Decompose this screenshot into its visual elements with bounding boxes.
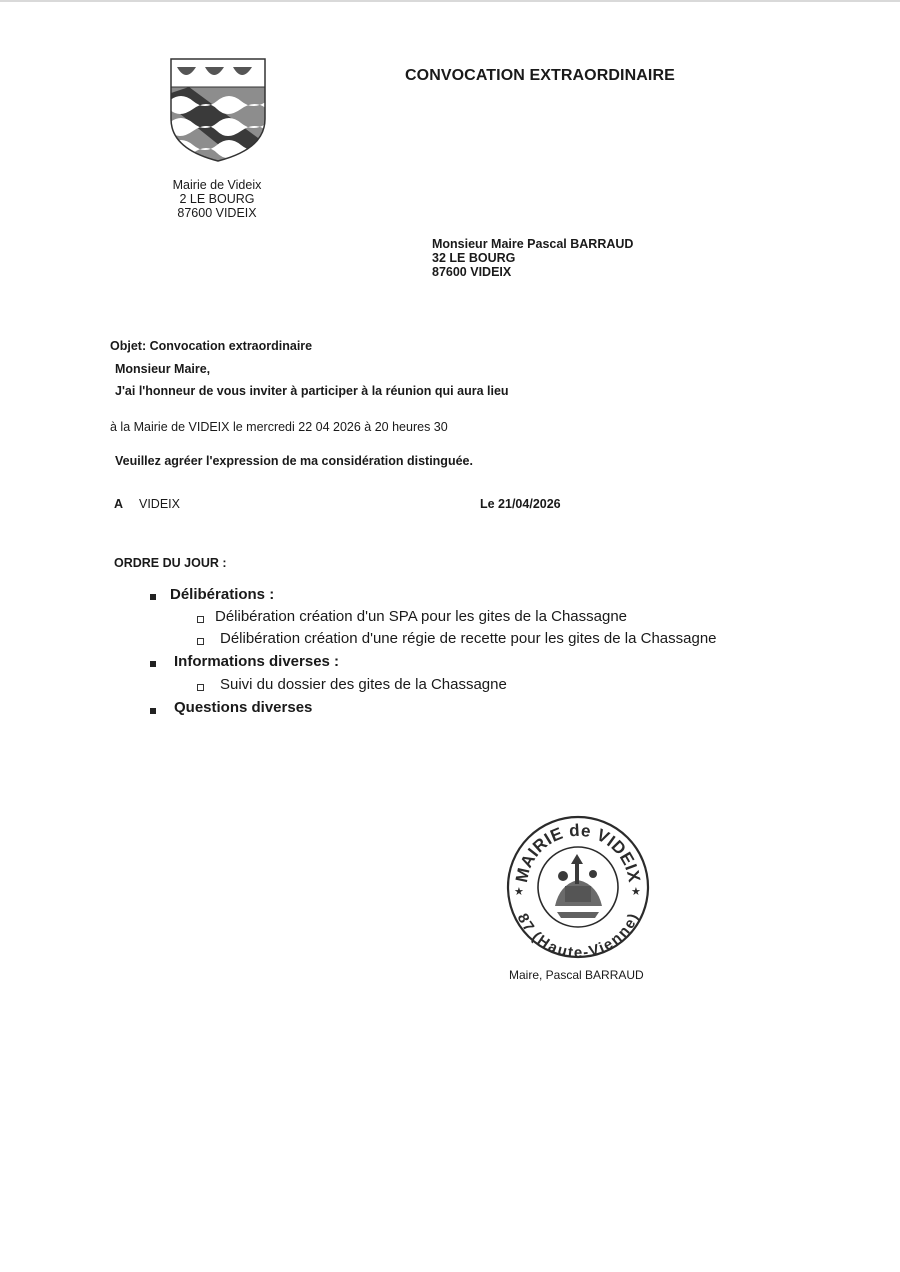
svg-text:87 (Haute-Vienne) <box>514 911 643 960</box>
page-top-edge <box>0 0 900 2</box>
svg-text:★: ★ <box>631 885 641 898</box>
letter-date: Le 21/04/2026 <box>480 497 561 511</box>
square-bullet-icon <box>150 708 156 714</box>
recipient-address <box>432 237 633 279</box>
stamp-top-text: MAIRIE de VIDEIX <box>511 820 644 885</box>
letter-location-time: à la Mairie de VIDEIX le mercredi 22 04 2026 à 20 heures 30 <box>110 420 448 434</box>
sender-city: 87600 VIDEIX <box>177 206 257 220</box>
square-bullet-icon <box>150 661 156 667</box>
document-title: CONVOCATION EXTRAORDINAIRE <box>405 67 675 84</box>
hollow-square-bullet-icon <box>197 638 204 645</box>
signature-line: Maire, Pascal BARRAUD <box>509 968 644 982</box>
agenda-subitem: Délibération création d'une régie de recette pour les gites de la Chassagne <box>220 630 717 647</box>
stamp-bottom-text: 87 (Haute-Vienne) <box>513 910 643 960</box>
agenda-subitem: Suivi du dossier des gites de la Chassagne <box>220 676 507 693</box>
letter-invitation: J'ai l'honneur de vous inviter à participer à la réunion qui aura lieu <box>115 384 509 398</box>
recipient-name: Monsieur Maire Pascal BARRAUD <box>432 237 634 251</box>
letter-salutation: Monsieur Maire, <box>115 362 211 376</box>
letter-closing: Veuillez agréer l'expression de ma considération distinguée. <box>115 454 473 468</box>
svg-text:★: ★ <box>514 885 524 898</box>
official-stamp <box>505 814 651 960</box>
sender-address <box>142 178 292 220</box>
sender-street: 2 LE BOURG <box>179 192 255 206</box>
hollow-square-bullet-icon <box>197 684 204 691</box>
recipient-street: 32 LE BOURG <box>432 251 516 265</box>
recipient-city: 87600 VIDEIX <box>432 265 512 279</box>
agenda-item-deliberations: Délibérations : <box>170 586 275 603</box>
stamp-emblem-icon <box>555 854 602 918</box>
coat-of-arms-logo <box>169 57 267 163</box>
agenda-item-informations: Informations diverses : <box>174 653 340 670</box>
letter-object: Objet: Convocation extraordinaire <box>110 339 313 353</box>
place-label: A <box>114 497 124 511</box>
sender-name: Mairie de Videix <box>172 178 262 192</box>
hollow-square-bullet-icon <box>197 616 204 623</box>
square-bullet-icon <box>150 594 156 600</box>
agenda-subitem: Délibération création d'un SPA pour les gites de la Chassagne <box>215 608 628 625</box>
place-value: VIDEIX <box>139 497 180 511</box>
agenda-title: ORDRE DU JOUR : <box>114 556 227 570</box>
agenda-item-questions: Questions diverses <box>174 699 313 716</box>
